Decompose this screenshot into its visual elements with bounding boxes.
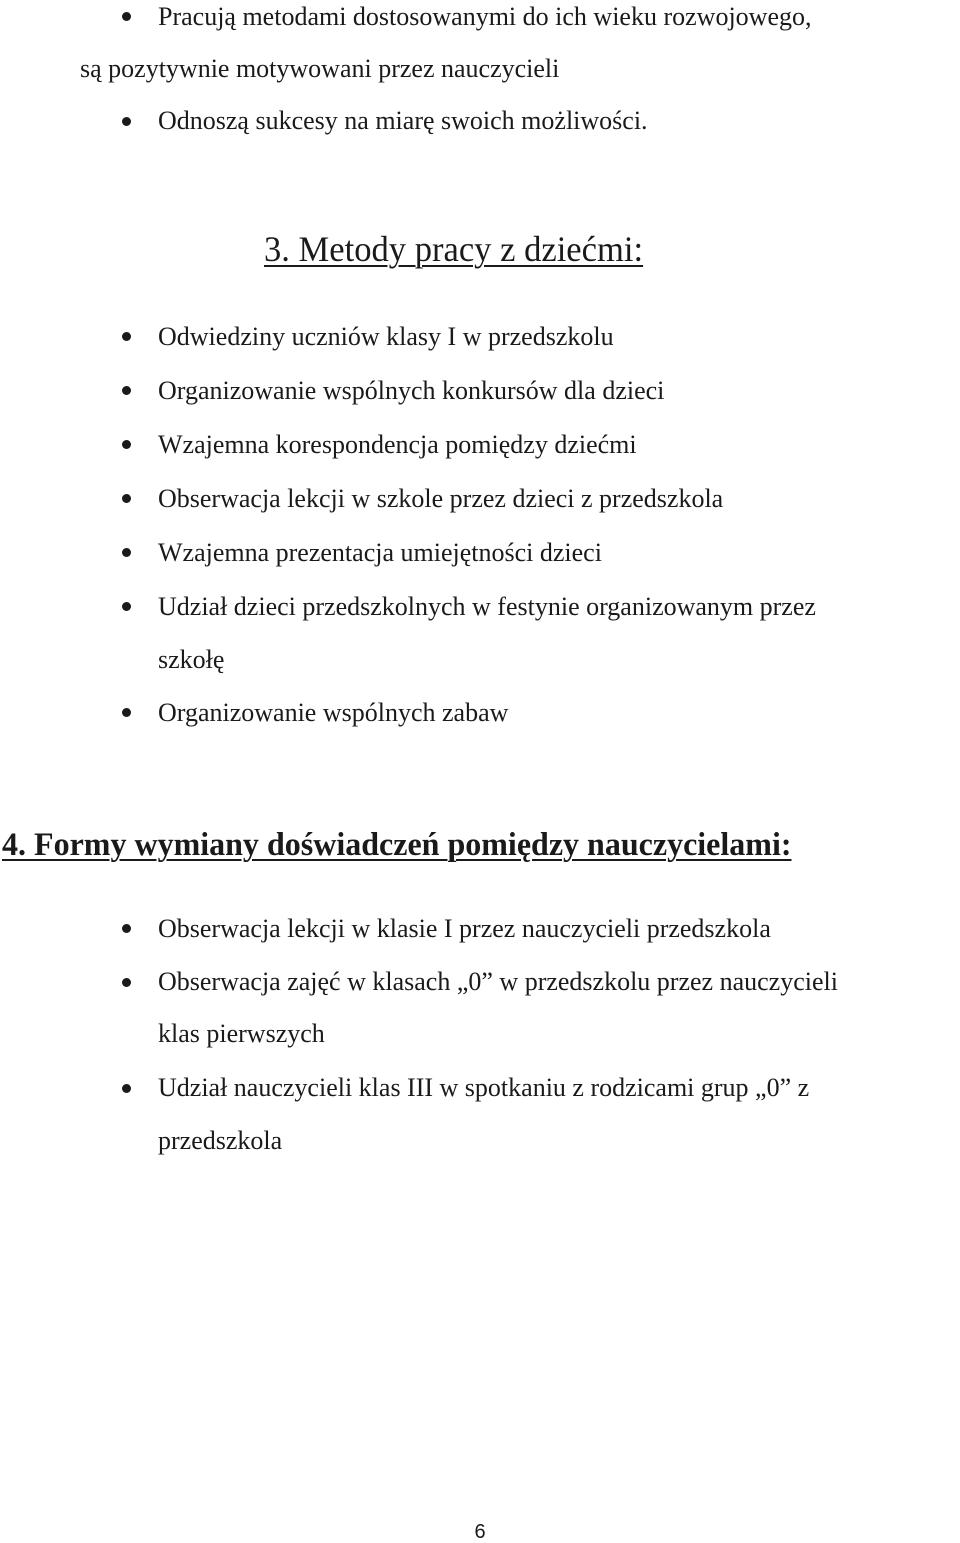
list-item: Obserwacja lekcji w klasie I przez nauczycieli przedszkola — [158, 914, 771, 943]
list-item-continuation: przedszkola — [158, 1126, 283, 1155]
section-heading: 4. Formy wymiany doświadczeń pomiędzy nauczycielami: — [2, 827, 792, 863]
list-item-continuation: są pozytywnie motywowani przez nauczycieli — [80, 54, 560, 83]
bullet-icon — [122, 548, 131, 557]
list-item: Udział dzieci przedszkolnych w festynie organizowanym przez — [158, 592, 816, 621]
list-item-continuation: szkołę — [158, 645, 225, 674]
bullet-icon — [122, 12, 131, 21]
list-item: Odnoszą sukcesy na miarę swoich możliwości. — [158, 106, 648, 135]
bullet-icon — [122, 978, 131, 987]
list-item-continuation: klas pierwszych — [158, 1019, 325, 1048]
bullet-icon — [122, 708, 131, 717]
page-number: 6 — [474, 1521, 486, 1543]
bullet-icon — [122, 1084, 131, 1093]
list-item: Udział nauczycieli klas III w spotkaniu z rodzicami grup „0” z — [158, 1073, 810, 1102]
list-item: Organizowanie wspólnych konkursów dla dzieci — [158, 376, 665, 405]
bullet-icon — [122, 386, 131, 395]
bullet-icon — [122, 602, 131, 611]
bullet-icon — [122, 332, 131, 341]
list-item: Obserwacja lekcji w szkole przez dzieci z przedszkola — [158, 484, 724, 513]
list-item: Organizowanie wspólnych zabaw — [158, 698, 509, 727]
list-item: Wzajemna prezentacja umiejętności dzieci — [158, 538, 602, 567]
list-item: Wzajemna korespondencja pomiędzy dziećmi — [158, 430, 637, 459]
list-item: Pracują metodami dostosowanymi do ich wieku rozwojowego, — [158, 2, 812, 31]
list-item: Obserwacja zajęć w klasach „0” w przedszkolu przez nauczycieli — [158, 967, 838, 996]
bullet-icon — [122, 440, 131, 449]
bullet-icon — [122, 494, 131, 503]
list-item: Odwiedziny uczniów klasy I w przedszkolu — [158, 322, 614, 351]
section-heading: 3. Metody pracy z dziećmi: — [264, 229, 644, 269]
bullet-icon — [122, 117, 131, 126]
bullet-icon — [122, 924, 131, 933]
